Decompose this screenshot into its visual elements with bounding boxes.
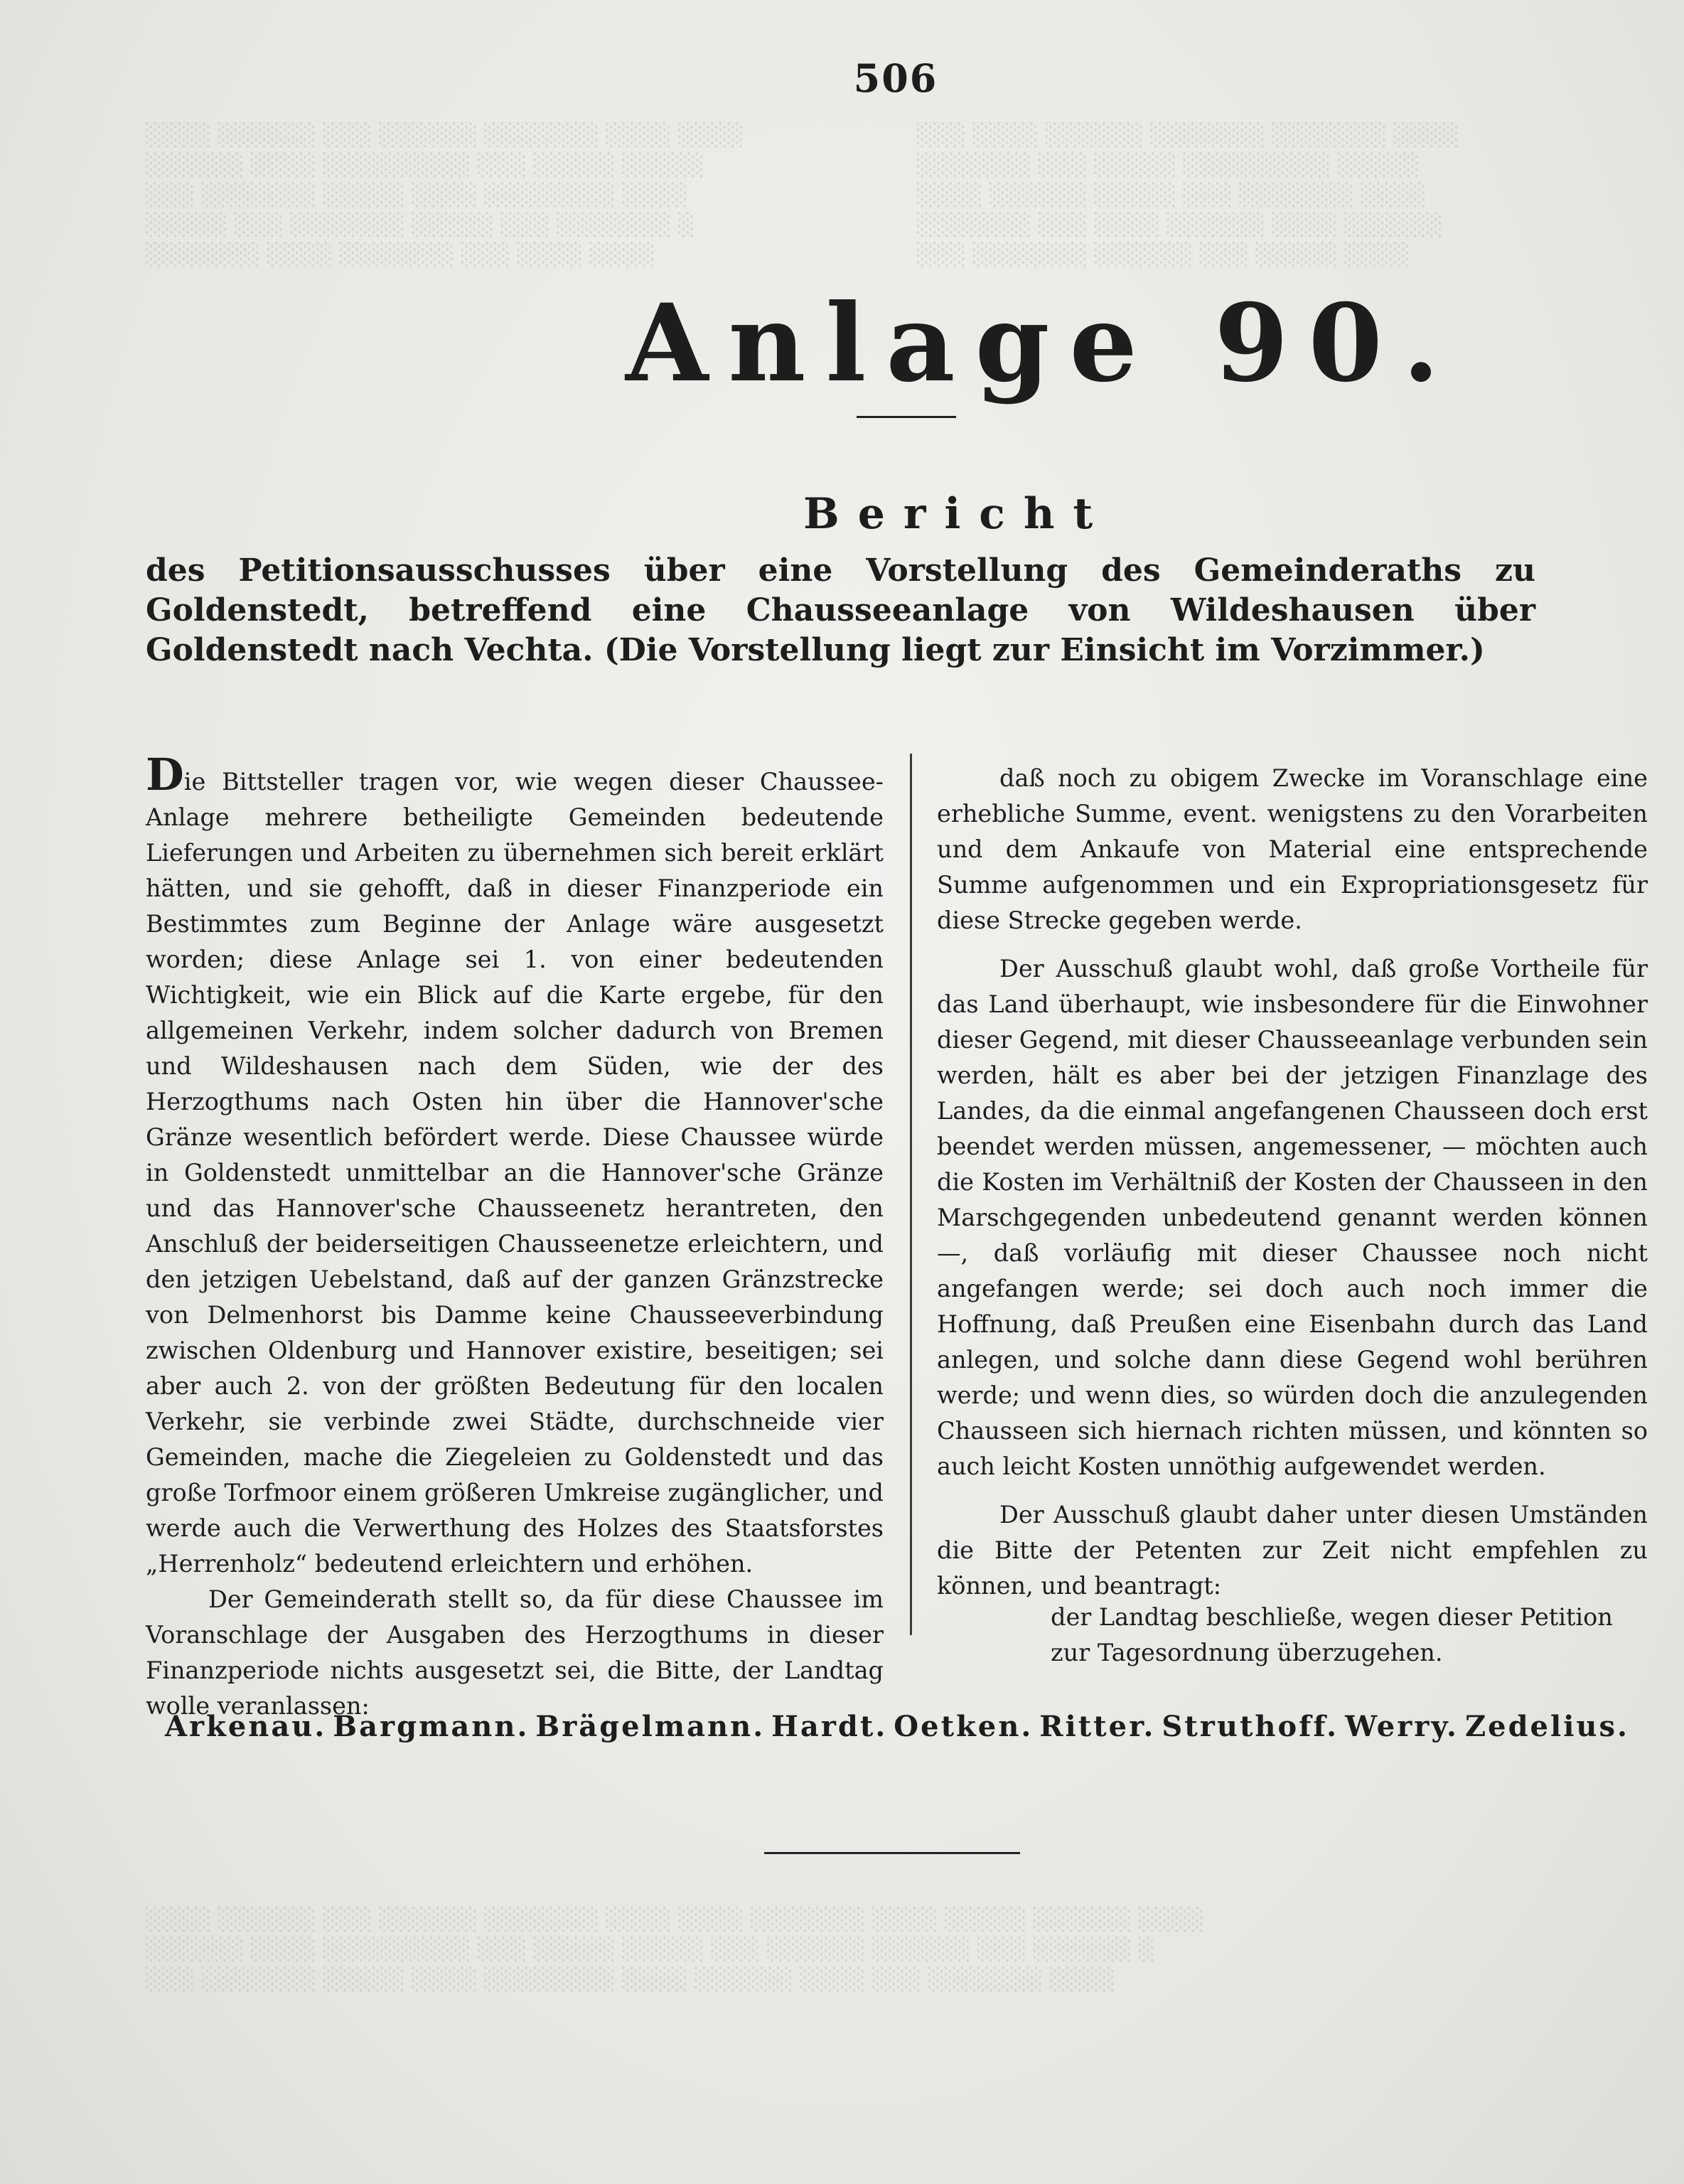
signature: Oetken. xyxy=(894,1710,1034,1743)
motion-text: der Landtag beschließe, wegen dieser Petition zur Tagesordnung überzugehen. xyxy=(1051,1603,1613,1666)
paragraph: daß noch zu obigem Zwecke im Voranschlage eine erhebliche Summe, event. wenigstens zu den Vorarbeiten und dem Ankaufe von Material eine entsprechende Summe aufgenommen und ein Expropriationsgesetz für diese Strecke gegeben werde. xyxy=(937,764,1648,934)
paragraph-text: ie Bittsteller tragen vor, wie wegen dieser Chaussee-Anlage mehrere betheiligte Gemeinden bedeutende Lieferungen und Arbeiten zu übernehmen sich bereit erklärt hätten, und sie gehofft, daß in dieser Finanzperiode ein Bestimmtes zum Beginne der Anlage wäre ausgesetzt worden; diese Anlage sei 1. von einer bedeutenden Wichtigkeit, wie ein Blick auf die Karte ergebe, für den allgemeinen Verkehr, indem solcher dadurch von Bremen und Wildeshausen nach dem Süden, wie der des Herzogthums nach Osten hin über die Hannover'sche Gränze wesentlich befördert werde. Diese Chaussee würde in Goldenstedt unmittelbar an die Hannover'sche Gränze und das Hannover'sche Chausseenetz herantreten, den Anschluß der beiderseitigen Chausseenetze erleichtern, und den jetzigen Uebelstand, daß auf der ganzen Gränzstrecke von Delmenhorst bis Damme keine Chausseeverbindung zwischen Oldenburg und Hannover existire, beseitigen; sei aber auch 2. von der größten Bedeutung für den localen Verkehr, sie verbinde zwei Städte, durchschneide vier Gemeinden, mache die Ziegeleien zu Goldenstedt und das große Torfmoor einem größeren Umkreise zugänglicher, und werde auch die Verwerthung des Holzes des Staatsforstes „Herrenholz“ bedeutend erleichtern und erhöhen. xyxy=(146,768,884,1578)
left-column xyxy=(146,749,884,1724)
signature: Brägelmann. xyxy=(535,1710,766,1743)
closing-rule xyxy=(764,1852,1020,1854)
paragraph: Der Ausschuß glaubt wohl, daß große Vortheile für das Land überhaupt, wie insbesondere für die Einwohner dieser Gegend, mit dieser Chausseeanlage verbunden sein werden, hält es aber bei der jetzigen Finanzlage des Landes, da die einmal angefangenen Chausseen doch erst beendet werden müssen, angemessener, — möchten auch die Kosten im Verhältniß der Kosten der Chausseen in den Marschgegenden unbedeutend genannt werden können —, daß vorläufig mit dieser Chaussee noch nicht angefangen werde; sei doch auch noch immer die Hoffnung, daß Preußen eine Eisenbahn durch das Land anlegen, und solche dann diese Gegend wohl berühren werde; und wenn dies, so würden doch die anzulegenden Chausseen sich hiernach richten müssen, und könnten so auch leicht Kosten unnöthig aufgewendet werden. xyxy=(937,955,1648,1480)
report-title: des Petitionsausschusses über eine Vorstellung des Gemeinderaths zu Goldenstedt, betreffend eine Chausseeanlage von Wildeshausen über Goldenstedt nach Vechta. (Die Vorstellung liegt zur Einsicht im Vorzimmer.) xyxy=(146,552,1535,668)
column-divider xyxy=(910,754,912,1635)
signature: Struthoff. xyxy=(1162,1710,1339,1743)
report-subheading: Bericht xyxy=(803,489,1112,539)
heading-rule xyxy=(857,416,956,418)
paragraph: Der Gemeinderath stellt so, da für diese Chaussee im Voranschlage der Ausgaben des Herzogthums in dieser Finanzperiode nichts ausgesetzt sei, die Bitte, der Landtag wolle veranlassen: xyxy=(146,1585,884,1720)
signature-line xyxy=(165,1710,1629,1743)
bleed-through-texture: ░░░ ░░░░ ░░░░░░ ░░░░░░░ ░░░░░░░ ░░░░ ░░░░░░░ ░░░ ░░░░░ ░░░░░░░░░ ░░░░░ ░░░░ ░░░░░░ ░░░░░ ░░░ ░░░░░░░ ░░░░ ░░░░░░░ ░░░ ░░░░ ░░░░░░ ░░░░ ░░░░░░ ░░░ ░░░░░░░ ░░░░░░ ░░░ ░░░░░ ░░░░ xyxy=(917,123,1459,267)
page-number: 506 xyxy=(853,55,938,101)
page-heading: Anlage 90. xyxy=(626,281,1460,406)
bleed-through-texture: ░░░░ ░░░░░░ ░░░ ░░░░░░ ░░░░░░░ ░░░░ ░░░░ ░░░░░░░ ░░░░ ░░░░░ ░░░░░░ ░░░░ ░░░░░░ ░░░░ ░░░░░░░░░ ░░░ ░░░░░ ░░░░░ ░░░ ░░░░░░ ░░░░░░ ░░░ ░░░░░░ ░ ░░░ ░░░░░░░ ░░░░░ ░░░░ ░░░░░░░░ ░░░░ ░░░░░░ ░░░░ ░░░ ░░░░░░░ ░░░░ xyxy=(146,1907,1205,1992)
bleed-through-texture: ░░░░ ░░░░░░ ░░░ ░░░░░░ ░░░░░░░ ░░░░ ░░░░ ░░░░░░ ░░░░ ░░░░░░░░░ ░░░ ░░░░░ ░░░░░ ░░░ ░░░░░░░ ░░░░░ ░░░░ ░░░░░░░░ ░░░░ ░░░░░ ░░░ ░░░░░░░ ░░░░░ ░░░ ░░░░░░░ ░ ░░░░░░░ ░░░░ ░░░░░░░ ░░░ ░░░░ ░░░░ xyxy=(146,123,744,267)
signature: Bargmann. xyxy=(333,1710,530,1743)
paragraph: Der Ausschuß glaubt daher unter diesen Umständen die Bitte der Petenten zur Zeit nicht empfehlen zu können, und beantragt: xyxy=(937,1501,1648,1600)
signature: Zedelius. xyxy=(1464,1710,1629,1743)
paragraph xyxy=(146,749,884,1582)
right-column xyxy=(937,761,1648,1604)
signature: Arkenau. xyxy=(165,1710,327,1743)
signature: Hardt. xyxy=(771,1710,888,1743)
signature: Werry. xyxy=(1345,1710,1459,1743)
signature: Ritter. xyxy=(1039,1710,1156,1743)
drop-cap: D xyxy=(146,749,184,801)
